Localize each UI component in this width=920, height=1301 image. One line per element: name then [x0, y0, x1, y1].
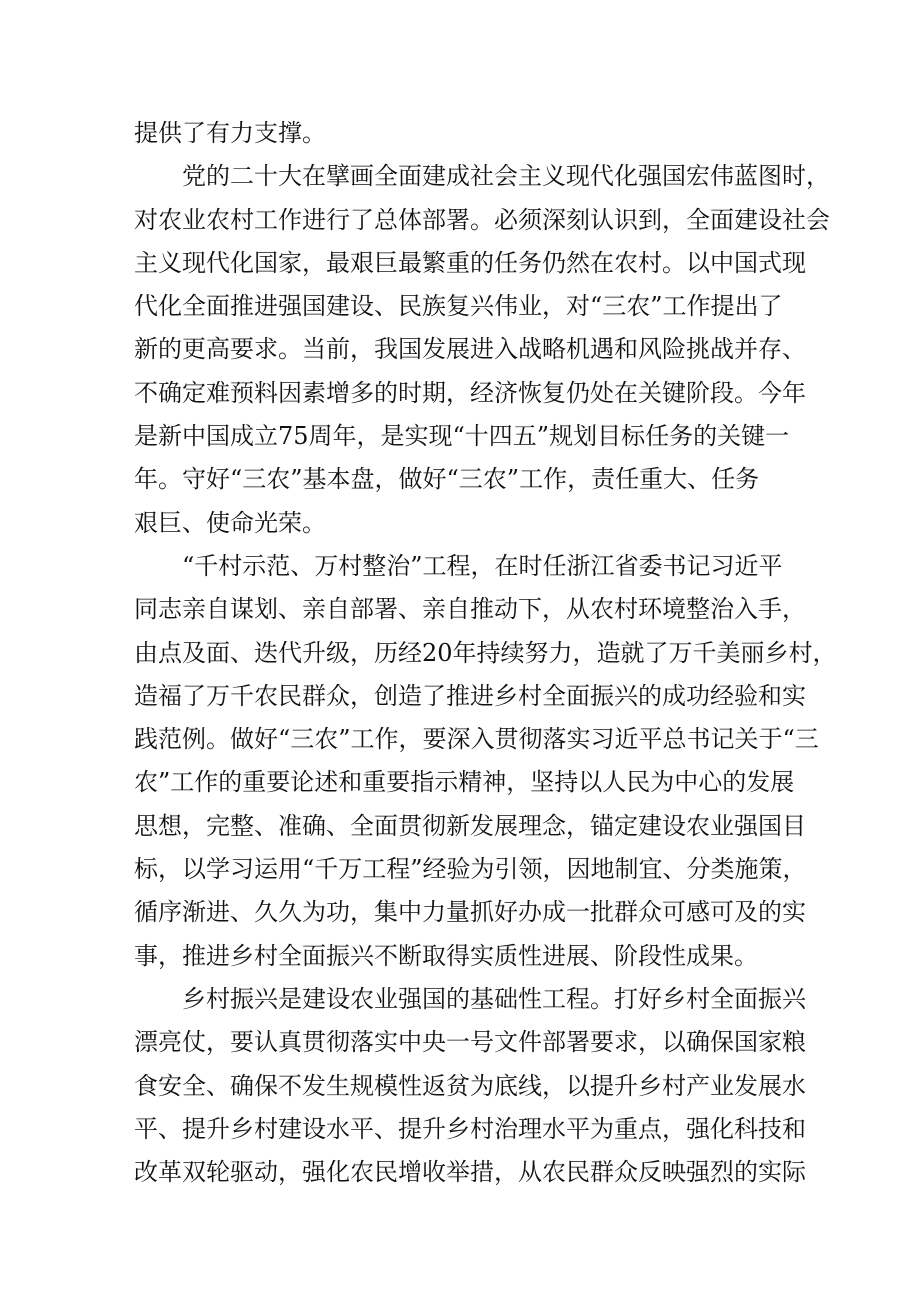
- text-line: 改革双轮驱动，强化农民增收举措，从农民群众反映强烈的实际: [134, 1158, 806, 1187]
- text-line: 提供了有力支撑。: [134, 119, 326, 147]
- text-line: 标，以学习运用“千万工程”经验为引领，因地制宜、分类施策，: [134, 855, 807, 884]
- text-line: 漂亮仗，要认真贯彻落实中央一号文件部署要求，以确保国家粮: [134, 1028, 806, 1057]
- body-text: [134, 112, 837, 1194]
- paragraph-start-line: 乡村振兴是建设农业强国的基础性工程。打好乡村全面振兴: [182, 984, 806, 1013]
- text-line: 事，推进乡村全面振兴不断取得实质性进展、阶段性成果。: [134, 941, 758, 970]
- text-line: 平、提升乡村建设水平、提升乡村治理水平为重点，强化科技和: [134, 1114, 806, 1143]
- text-line: 循序渐进、久久为功，集中力量抓好办成一批群众可感可及的实: [134, 898, 806, 927]
- text-line: 同志亲自谋划、亲自部署、亲自推动下，从农村环境整治入手，: [134, 595, 806, 624]
- text-line: 不确定难预料因素增多的时期，经济恢复仍处在关键阶段。今年: [134, 378, 806, 407]
- text-line: 艰巨、使命光荣。: [134, 508, 326, 537]
- text-line: 是新中国成立75周年，是实现“十四五”规划目标任务的关键一: [134, 422, 790, 451]
- text-line: 新的更高要求。当前，我国发展进入战略机遇和风险挑战并存、: [134, 335, 806, 364]
- text-line: 践范例。做好“三农”工作，要深入贯彻落实习近平总书记关于“三: [134, 725, 819, 754]
- paragraph-start-line: “千村示范、万村整治”工程，在时任浙江省委书记习近平: [182, 551, 783, 580]
- text-line: 食安全、确保不发生规模性返贫为底线，以提升乡村产业发展水: [134, 1071, 806, 1100]
- text-line: 思想，完整、准确、全面贯彻新发展理念，锚定建设农业强国目: [134, 811, 806, 840]
- text-line: 由点及面、迭代升级，历经20年持续努力，造就了万千美丽乡村，: [134, 638, 837, 667]
- text-line: 代化全面推进强国建设、民族复兴伟业，对“三农”工作提出了: [134, 292, 783, 321]
- text-line: 年。守好“三农”基本盘，做好“三农”工作，责任重大、任务: [134, 465, 760, 494]
- text-line: 对农业农村工作进行了总体部署。必须深刻认识到，全面建设社会: [134, 205, 830, 234]
- text-line: 主义现代化国家，最艰巨最繁重的任务仍然在农村。以中国式现: [134, 248, 806, 277]
- paragraph-start-line: 党的二十大在擘画全面建成社会主义现代化强国宏伟蓝图时，: [182, 162, 830, 191]
- text-line: 造福了万千农民群众，创造了推进乡村全面振兴的成功经验和实: [134, 681, 806, 710]
- text-line: 农”工作的重要论述和重要指示精神，坚持以人民为中心的发展: [134, 768, 795, 797]
